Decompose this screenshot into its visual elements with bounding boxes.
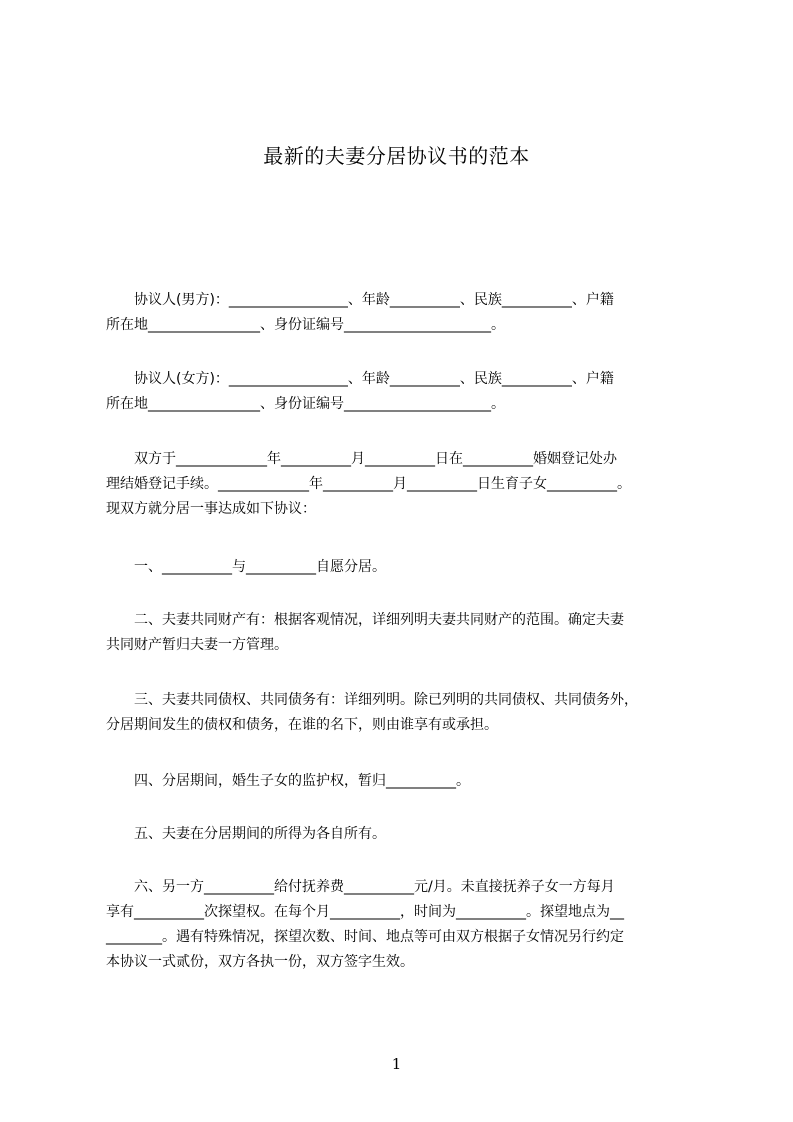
paragraph-line: 所在地________________、身份证编号_____________________。 [106,317,505,333]
paragraph-line: 三、夫妻共同债权、共同债务有：详细列明。除已列明的共同债权、共同债务外， [106,692,638,708]
clause-2 [106,608,706,658]
paragraph-line: 现双方就分居一事达成如下协议： [106,501,316,517]
paragraph-line: 五、夫妻在分居期间的所得为各自所有。 [106,826,386,842]
paragraph-line: 四、分居期间，婚生子女的监护权，暂归__________。 [106,773,470,789]
paragraph-line: 协议人(男方)：_________________、年龄__________、民族__________、户籍 [106,292,614,308]
paragraph-line: 所在地________________、身份证编号_____________________。 [106,396,505,412]
paragraph-line: 分居期间发生的债权和债务，在谁的名下，则由谁享有或承担。 [106,717,498,733]
clause-3 [106,688,706,738]
clause-5 [106,822,706,847]
paragraph-line: ________。遇有特殊情况，探望次数、时间、地点等可由双方根据子女情况另行约定 [106,929,624,945]
paragraph-line: 一、__________与__________自愿分居。 [106,559,386,575]
paragraph-female-party [106,367,706,417]
paragraph-line: 协议人(女方)：_________________、年龄__________、民族__________、户籍 [106,371,614,387]
clause-4 [106,769,706,794]
paragraph-line: 共同财产暂归夫妻一方管理。 [106,637,288,653]
page-number: 1 [391,1055,402,1073]
paragraph-line: 理结婚登记手续。_____________年__________月__________日生育子女__________。 [106,476,631,492]
document-title: 最新的夫妻分居协议书的范本 [263,144,530,168]
clause-1 [106,555,706,580]
paragraph-male-party [106,288,706,338]
paragraph-line: 双方于_____________年__________月__________日在__________婚姻登记处办 [106,451,617,467]
paragraph-marriage-info [106,447,706,522]
paragraph-line: 二、夫妻共同财产有：根据客观情况，详细列明夫妻共同财产的范围。确定夫妻 [106,612,624,628]
paragraph-line: 享有__________次探望权。在每个月__________，时间为__________。探望地点为__ [106,904,624,920]
paragraph-line: 本协议一式贰份，双方各执一份，双方签字生效。 [106,954,414,970]
paragraph-line: 六、另一方__________给付抚养费__________元/月。未直接抚养子女一方每月 [106,879,615,895]
clause-6 [106,875,706,975]
